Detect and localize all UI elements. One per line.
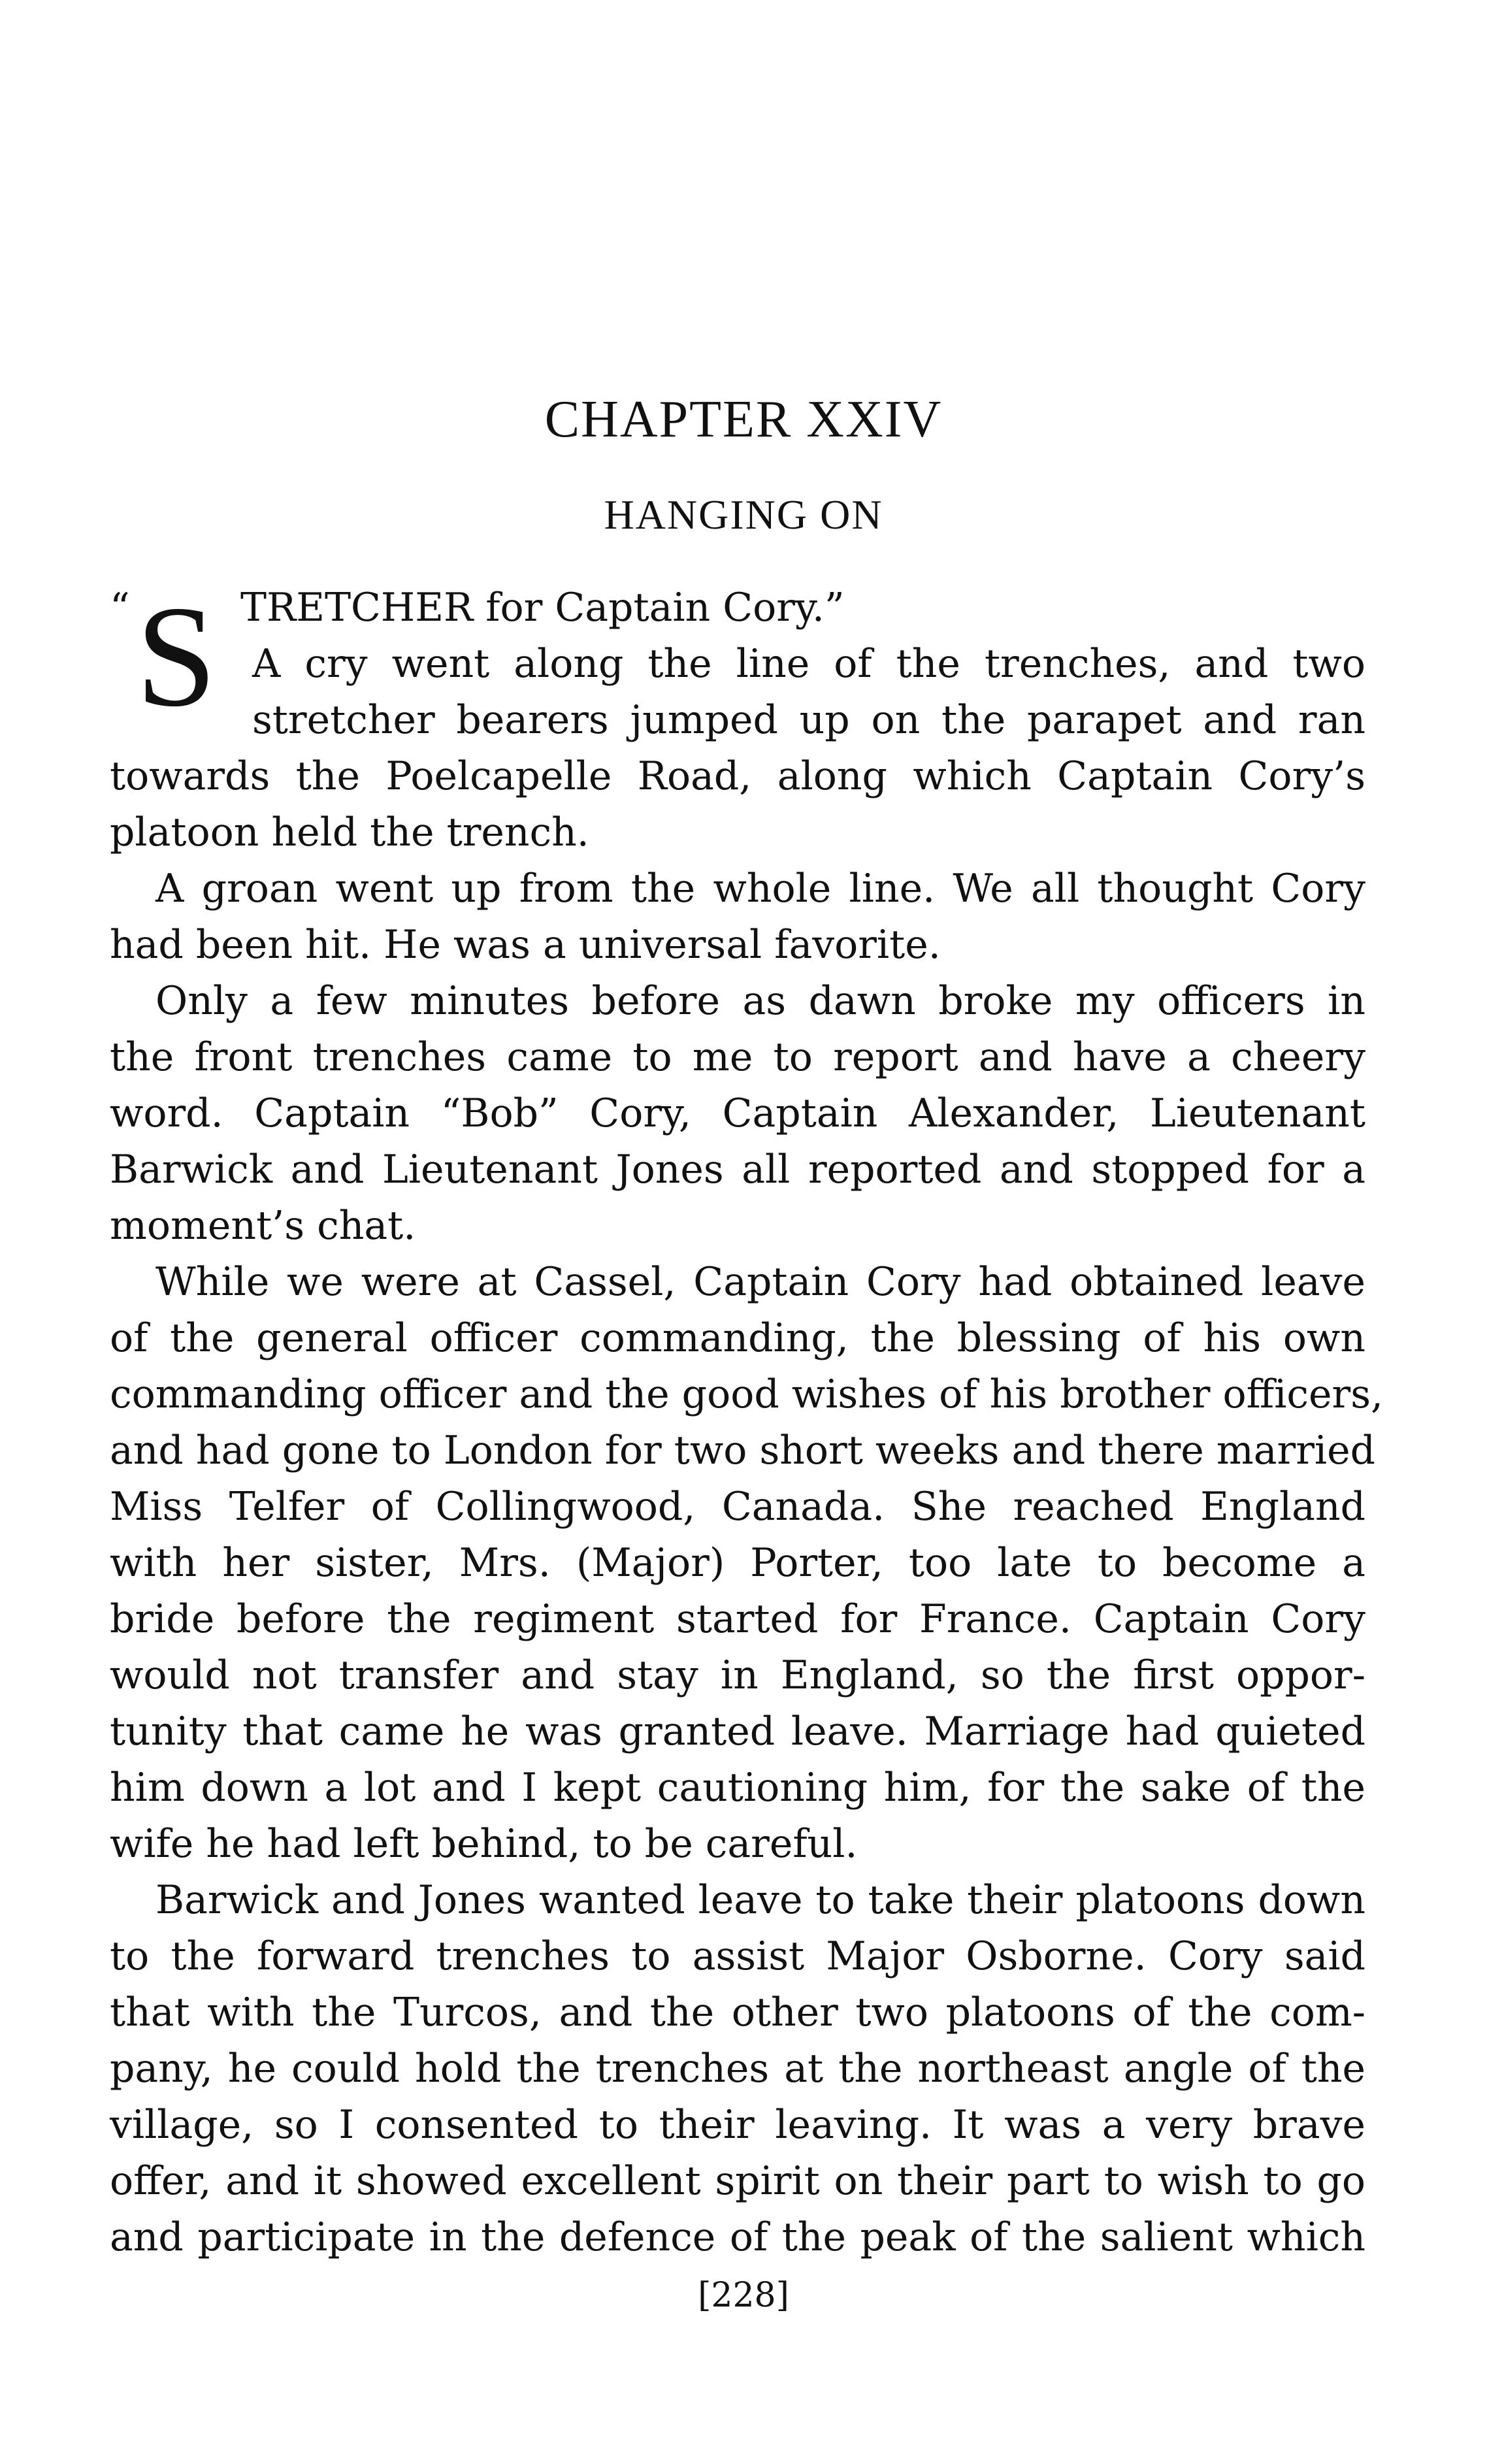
paragraph-line: would not transfer and stay in England, so the first oppor- — [110, 1652, 1365, 1698]
paragraph-line — [110, 582, 1365, 634]
paragraph-line: and had gone to London for two short weeks and there married — [110, 1428, 1376, 1473]
paragraph-line: While we were at Cassel, Captain Cory had obtained leave — [155, 1259, 1365, 1305]
paragraph-line: that with the Turcos, and the other two platoons of the com- — [110, 1990, 1365, 2035]
paragraph-line: wife he had left behind, to be careful. — [110, 1821, 858, 1867]
paragraph-line: the front trenches came to me to report and have a cheery — [110, 1034, 1365, 1080]
paragraph-line: to the forward trenches to assist Major Osborne. Cory said — [110, 1933, 1365, 1979]
paragraph-line: stretcher bearers jumped up on the parapet and ran — [252, 697, 1365, 743]
paragraph-line: offer, and it showed excellent spirit on their part to wish to go — [110, 2158, 1365, 2204]
drop-cap: S — [136, 576, 217, 737]
paragraph-line: Miss Telfer of Collingwood, Canada. She reached England — [110, 1484, 1365, 1530]
paragraph-line: Only a few minutes before as dawn broke my officers in — [155, 978, 1365, 1024]
paragraph-line: moment’s chat. — [110, 1203, 416, 1249]
paragraph-line: village, so I consented to their leaving. It was a very brave — [110, 2102, 1365, 2148]
paragraph-line: him down a lot and I kept cautioning him, for the sake of the — [110, 1765, 1365, 1811]
paragraph-line: Barwick and Jones wanted leave to take their platoons down — [155, 1877, 1365, 1923]
opening-line-text: TRETCHER for Captain Cory.” — [240, 585, 845, 631]
paragraph-line: word. Captain “Bob” Cory, Captain Alexander, Lieutenant — [110, 1091, 1365, 1136]
paragraph-line: and participate in the defence of the peak of the salient which — [110, 2214, 1365, 2260]
paragraph-line: with her sister, Mrs. (Major) Porter, too late to become a — [110, 1540, 1365, 1586]
paragraph-line: towards the Poelcapelle Road, along which Captain Cory’s — [110, 753, 1365, 799]
paragraph-line: tunity that came he was granted leave. Marriage had quieted — [110, 1709, 1365, 1754]
page-number: [228] — [698, 2276, 789, 2315]
paragraph-line: pany, he could hold the trenches at the northeast angle of the — [110, 2046, 1365, 2092]
paragraph-line: Barwick and Lieutenant Jones all reported and stopped for a — [110, 1147, 1365, 1192]
paragraph-line: bride before the regiment started for France. Captain Cory — [110, 1596, 1365, 1642]
paragraph-line: A cry went along the line of the trenches, and two — [252, 641, 1365, 687]
paragraph-line: A groan went up from the whole line. We all thought Cory — [155, 866, 1365, 912]
chapter-title: CHAPTER XXIV — [544, 391, 943, 448]
paragraph-line: had been hit. He was a universal favorite. — [110, 922, 941, 968]
opening-quote-mark: “ — [110, 585, 130, 631]
paragraph-line: commanding officer and the good wishes of his brother officers, — [110, 1372, 1384, 1417]
chapter-subtitle: HANGING ON — [604, 491, 883, 538]
paragraph-line: of the general officer commanding, the blessing of his own — [110, 1315, 1365, 1361]
paragraph-line: platoon held the trench. — [110, 810, 589, 855]
